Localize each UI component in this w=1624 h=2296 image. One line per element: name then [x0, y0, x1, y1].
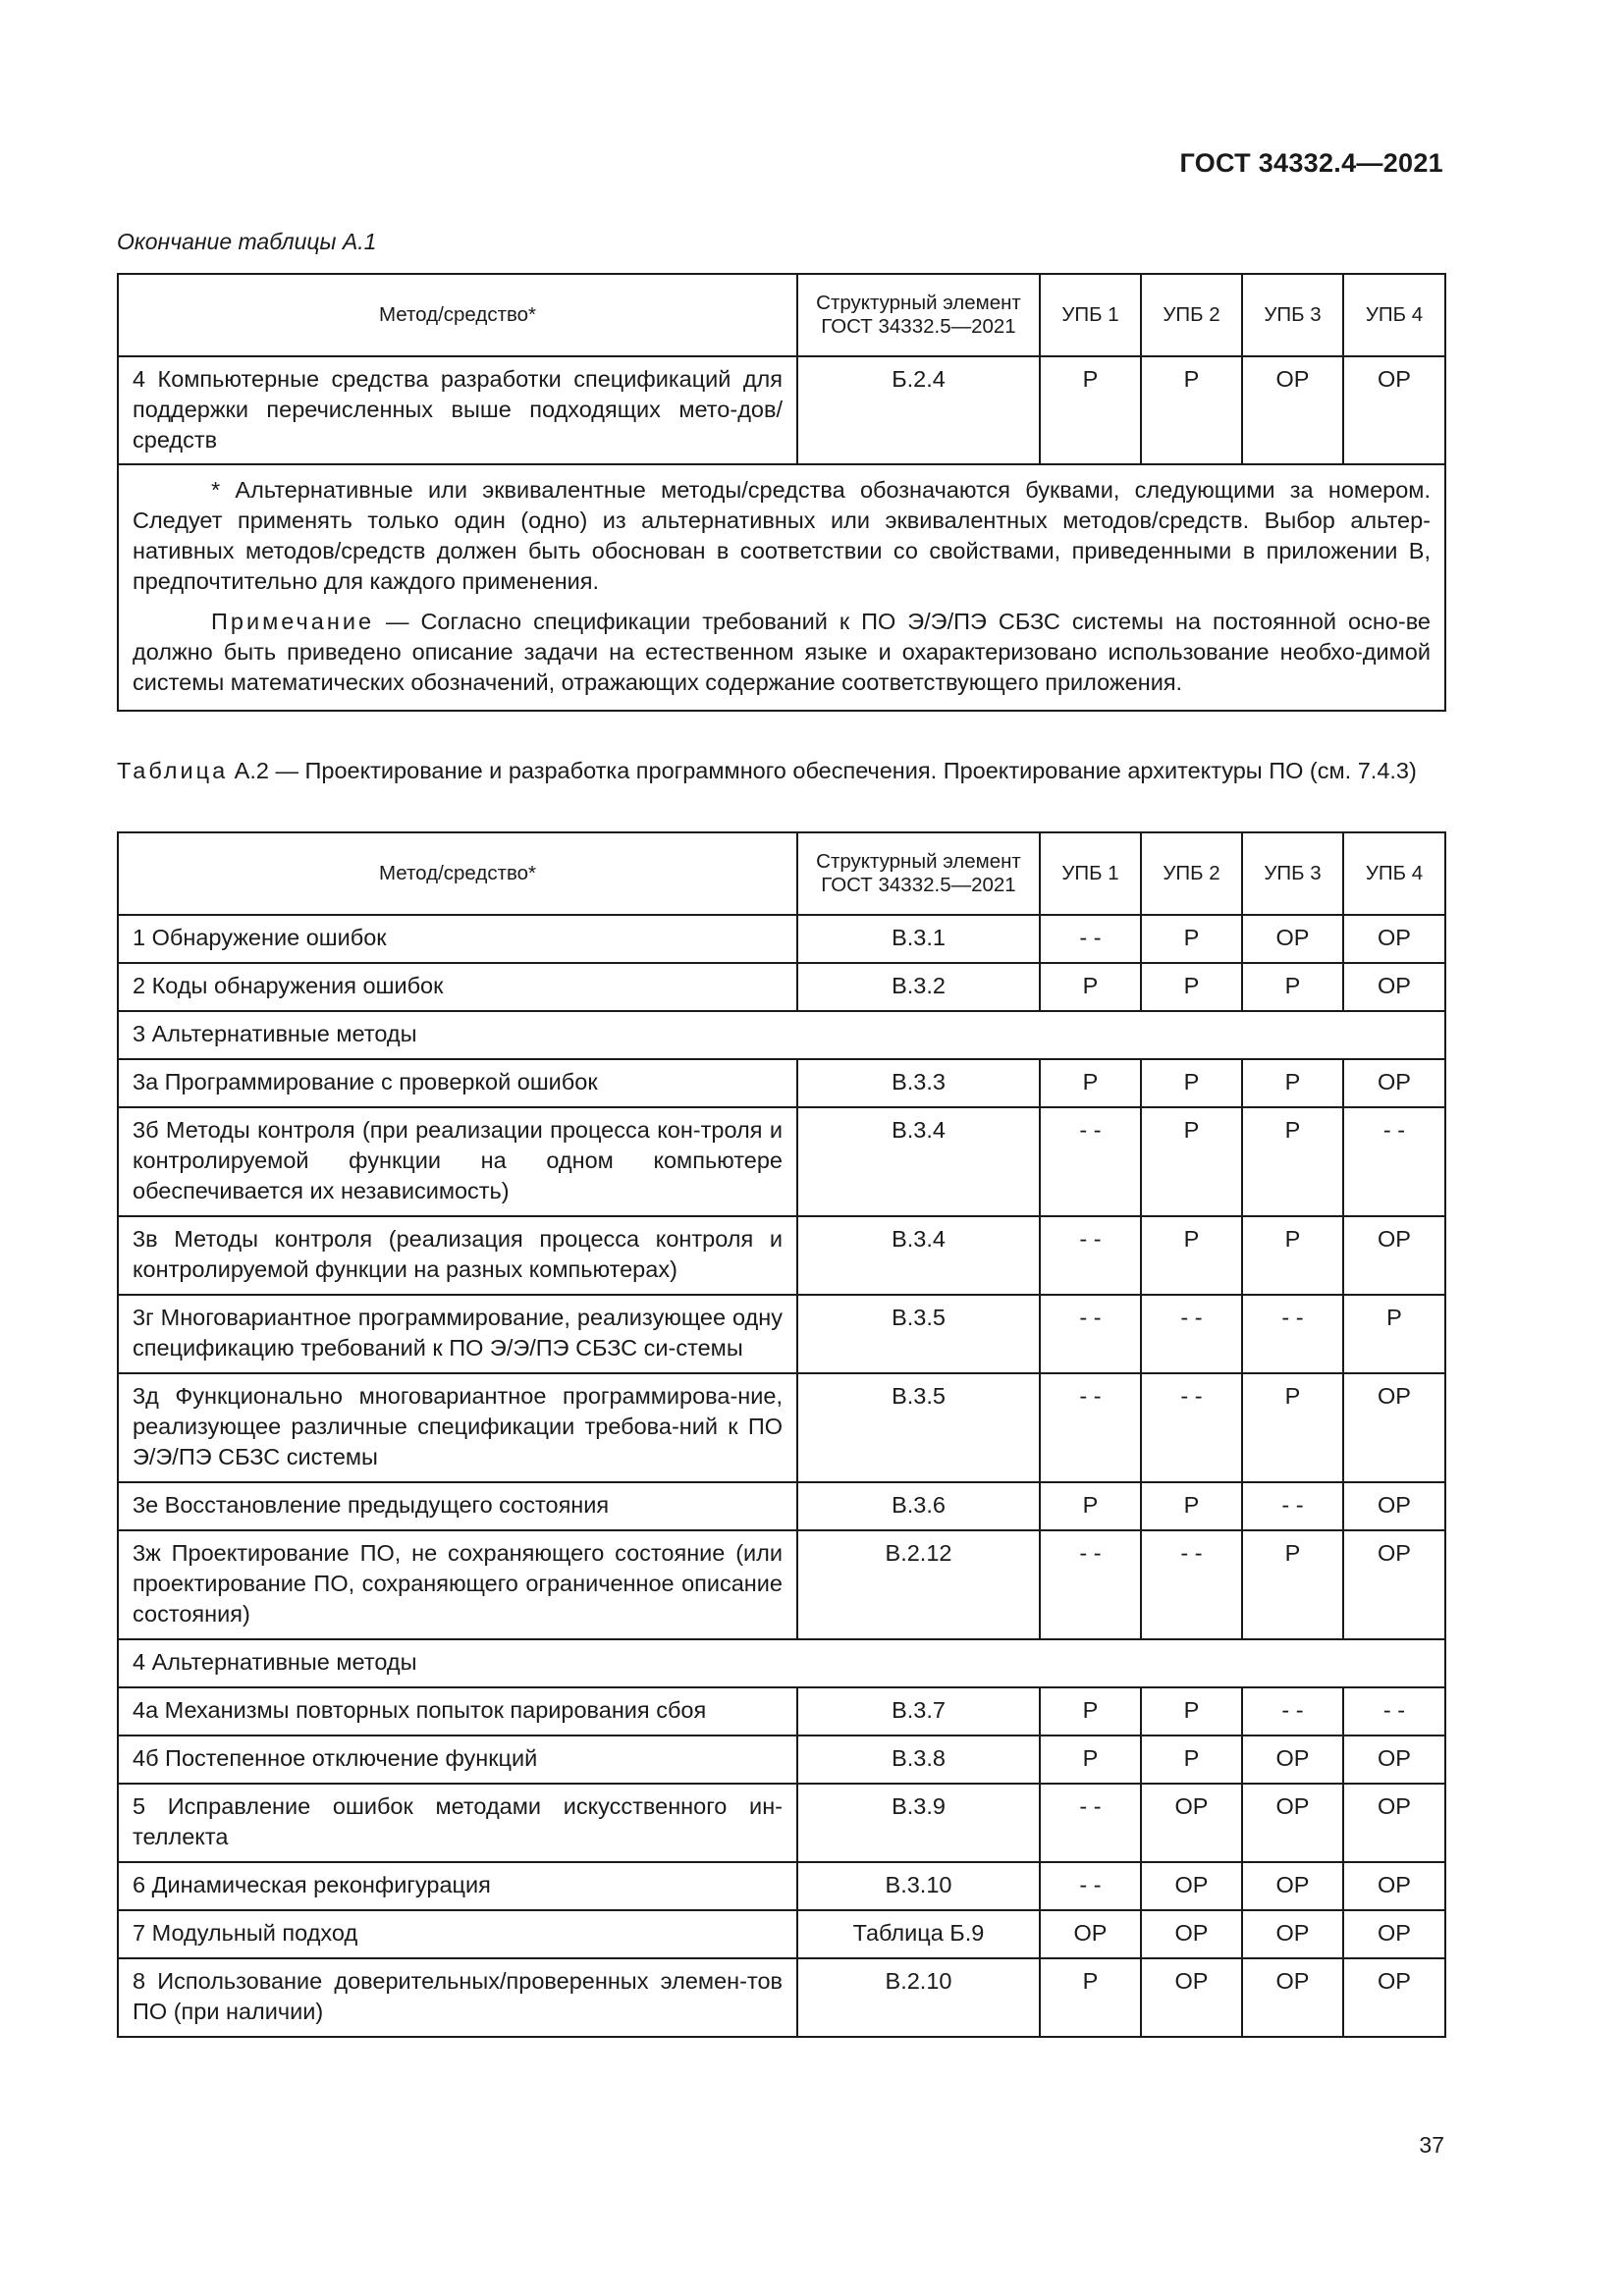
- ref-cell: В.3.8: [797, 1735, 1040, 1784]
- group-title-cell: 3 Альтернативные методы: [118, 1011, 1445, 1059]
- table-a1-continuation-caption: Окончание таблицы А.1: [117, 229, 377, 254]
- method-cell: 2 Коды обнаружения ошибок: [118, 963, 797, 1011]
- ref-cell: В.3.6: [797, 1482, 1040, 1530]
- method-cell: 8 Использование доверительных/проверенных элемен-тов ПО (при наличии): [118, 1958, 797, 2037]
- upb1-cell: Р: [1040, 356, 1141, 464]
- note: [133, 607, 1431, 698]
- upb4-cell: ОР: [1343, 1059, 1445, 1107]
- upb4-cell: ОР: [1343, 1735, 1445, 1784]
- table-row: [118, 1059, 1445, 1107]
- column-header: УПБ 1: [1040, 832, 1141, 915]
- table-row: [118, 1530, 1445, 1639]
- column-header: Структурный элемент ГОСТ 34332.5—2021: [797, 274, 1040, 356]
- ref-cell: В.3.4: [797, 1216, 1040, 1295]
- upb3-cell: - -: [1242, 1687, 1343, 1735]
- table-header-row: [118, 274, 1445, 356]
- method-cell: 4б Постепенное отключение функций: [118, 1735, 797, 1784]
- method-cell: 5 Исправление ошибок методами искусственного ин-теллекта: [118, 1784, 797, 1862]
- ref-cell: Таблица Б.9: [797, 1910, 1040, 1958]
- table-row: [118, 1295, 1445, 1373]
- upb1-cell: Р: [1040, 963, 1141, 1011]
- upb2-cell: - -: [1141, 1295, 1242, 1373]
- upb1-cell: Р: [1040, 1735, 1141, 1784]
- upb1-cell: - -: [1040, 915, 1141, 963]
- upb1-cell: - -: [1040, 1373, 1141, 1482]
- upb2-cell: ОР: [1141, 1958, 1242, 2037]
- upb1-cell: - -: [1040, 1862, 1141, 1910]
- footnote: * Альтернативные или эквивалентные методы/средства обозначаются буквами, следующими за номером. Следует применять только один (одно) из альтернативных или эквивалентных методов/средств. Выбор альтер-нативных методов/средств должен быть обоснован в соответствии со свойствами, приведенными в приложении В, предпочтительно для каждого применения.: [133, 477, 1431, 594]
- upb2-cell: ОР: [1141, 1784, 1242, 1862]
- table-row: [118, 1687, 1445, 1735]
- upb2-cell: - -: [1141, 1373, 1242, 1482]
- upb3-cell: ОР: [1242, 1910, 1343, 1958]
- column-header: УПБ 3: [1242, 832, 1343, 915]
- method-cell: 3в Методы контроля (реализация процесса контроля и контролируемой функции на разных компьютерах): [118, 1216, 797, 1295]
- upb3-cell: Р: [1242, 963, 1343, 1011]
- upb2-cell: Р: [1141, 356, 1242, 464]
- method-cell: 4 Компьютерные средства разработки спецификаций для поддержки перечисленных выше подходящих мето-дов/средств: [118, 356, 797, 464]
- upb1-cell: - -: [1040, 1107, 1141, 1216]
- ref-cell: В.3.5: [797, 1373, 1040, 1482]
- upb1-cell: Р: [1040, 1059, 1141, 1107]
- upb2-cell: Р: [1141, 1059, 1242, 1107]
- upb2-cell: Р: [1141, 1735, 1242, 1784]
- table-a1: [117, 273, 1446, 712]
- table-row: [118, 1958, 1445, 2037]
- upb1-cell: Р: [1040, 1687, 1141, 1735]
- upb4-cell: - -: [1343, 1107, 1445, 1216]
- upb2-cell: Р: [1141, 1687, 1242, 1735]
- page-number: 37: [1419, 2132, 1444, 2158]
- table-row: [118, 1735, 1445, 1784]
- upb4-cell: ОР: [1343, 1958, 1445, 2037]
- table-a2-caption: [117, 756, 1444, 786]
- ref-cell: В.3.10: [797, 1862, 1040, 1910]
- ref-cell: В.3.5: [797, 1295, 1040, 1373]
- upb2-cell: - -: [1141, 1530, 1242, 1639]
- upb1-cell: Р: [1040, 1958, 1141, 2037]
- upb4-cell: ОР: [1343, 963, 1445, 1011]
- ref-cell: Б.2.4: [797, 356, 1040, 464]
- upb3-cell: Р: [1242, 1373, 1343, 1482]
- standard-code: ГОСТ 34332.4—2021: [1179, 148, 1443, 178]
- table-row: [118, 356, 1445, 464]
- method-cell: 3е Восстановление предыдущего состояния: [118, 1482, 797, 1530]
- upb4-cell: ОР: [1343, 1910, 1445, 1958]
- upb3-cell: ОР: [1242, 356, 1343, 464]
- method-cell: 3д Функционально многовариантное программирова-ние, реализующее различные спецификации требова-ний к ПО Э/Э/ПЭ СБЗС системы: [118, 1373, 797, 1482]
- column-header: УПБ 4: [1343, 274, 1445, 356]
- upb2-cell: Р: [1141, 915, 1242, 963]
- method-cell: 3а Программирование с проверкой ошибок: [118, 1059, 797, 1107]
- upb2-cell: Р: [1141, 1216, 1242, 1295]
- upb3-cell: ОР: [1242, 1958, 1343, 2037]
- upb3-cell: - -: [1242, 1295, 1343, 1373]
- table-a2: [117, 831, 1446, 2038]
- column-header: УПБ 2: [1141, 832, 1242, 915]
- method-cell: 1 Обнаружение ошибок: [118, 915, 797, 963]
- note-label: Примечание: [211, 609, 375, 634]
- upb3-cell: ОР: [1242, 1862, 1343, 1910]
- table-group-row: [118, 1011, 1445, 1059]
- upb4-cell: ОР: [1343, 1216, 1445, 1295]
- upb3-cell: ОР: [1242, 915, 1343, 963]
- table-row: [118, 1482, 1445, 1530]
- upb4-cell: ОР: [1343, 356, 1445, 464]
- table-row: [118, 1216, 1445, 1295]
- table-notes: [118, 464, 1445, 711]
- upb2-cell: Р: [1141, 1107, 1242, 1216]
- column-header: УПБ 3: [1242, 274, 1343, 356]
- upb4-cell: ОР: [1343, 1482, 1445, 1530]
- upb1-cell: - -: [1040, 1295, 1141, 1373]
- upb1-cell: ОР: [1040, 1910, 1141, 1958]
- table-row: [118, 915, 1445, 963]
- upb2-cell: ОР: [1141, 1910, 1242, 1958]
- ref-cell: В.2.10: [797, 1958, 1040, 2037]
- table-group-row: [118, 1639, 1445, 1687]
- upb4-cell: ОР: [1343, 915, 1445, 963]
- table-row: [118, 1373, 1445, 1482]
- table-caption-text: А.2 — Проектирование и разработка программного обеспечения. Проектирование архитектуры ПО (см. 7.4.3): [228, 758, 1417, 783]
- upb4-cell: Р: [1343, 1295, 1445, 1373]
- ref-cell: В.3.2: [797, 963, 1040, 1011]
- table-row: [118, 963, 1445, 1011]
- upb3-cell: Р: [1242, 1059, 1343, 1107]
- upb4-cell: ОР: [1343, 1862, 1445, 1910]
- method-cell: 7 Модульный подход: [118, 1910, 797, 1958]
- upb1-cell: - -: [1040, 1216, 1141, 1295]
- method-cell: 3г Многовариантное программирование, реализующее одну спецификацию требований к ПО Э/Э/ПЭ СБЗС си-стемы: [118, 1295, 797, 1373]
- method-cell: 6 Динамическая реконфигурация: [118, 1862, 797, 1910]
- upb1-cell: Р: [1040, 1482, 1141, 1530]
- upb4-cell: ОР: [1343, 1784, 1445, 1862]
- upb3-cell: Р: [1242, 1107, 1343, 1216]
- table-row: [118, 1910, 1445, 1958]
- ref-cell: В.3.4: [797, 1107, 1040, 1216]
- column-header: УПБ 2: [1141, 274, 1242, 356]
- method-cell: 3ж Проектирование ПО, не сохраняющего состояние (или проектирование ПО, сохраняющего ограниченное описание состояния): [118, 1530, 797, 1639]
- upb2-cell: Р: [1141, 963, 1242, 1011]
- group-title-cell: 4 Альтернативные методы: [118, 1639, 1445, 1687]
- upb3-cell: ОР: [1242, 1735, 1343, 1784]
- upb1-cell: - -: [1040, 1784, 1141, 1862]
- ref-cell: В.2.12: [797, 1530, 1040, 1639]
- upb2-cell: ОР: [1141, 1862, 1242, 1910]
- column-header: Структурный элемент ГОСТ 34332.5—2021: [797, 832, 1040, 915]
- table-row: [118, 1784, 1445, 1862]
- table-row: [118, 1107, 1445, 1216]
- upb3-cell: - -: [1242, 1482, 1343, 1530]
- column-header: Метод/средство*: [118, 274, 797, 356]
- table-row: [118, 1862, 1445, 1910]
- upb3-cell: Р: [1242, 1530, 1343, 1639]
- method-cell: 3б Методы контроля (при реализации процесса кон-троля и контролируемой функции на одном компьютере обеспечивается их независимость): [118, 1107, 797, 1216]
- ref-cell: В.3.7: [797, 1687, 1040, 1735]
- ref-cell: В.3.3: [797, 1059, 1040, 1107]
- ref-cell: В.3.1: [797, 915, 1040, 963]
- method-cell: 4а Механизмы повторных попыток парирования сбоя: [118, 1687, 797, 1735]
- upb4-cell: ОР: [1343, 1530, 1445, 1639]
- upb3-cell: Р: [1242, 1216, 1343, 1295]
- upb4-cell: ОР: [1343, 1373, 1445, 1482]
- column-header: УПБ 4: [1343, 832, 1445, 915]
- upb1-cell: - -: [1040, 1530, 1141, 1639]
- note-text: — Согласно спецификации требований к ПО Э/Э/ПЭ СБЗС системы на постоянной осно-ве должно быть приведено описание задачи на естественном языке и охарактеризовано использование необхо-димой системы математических обозначений, отражающих содержание соответствующего приложения.: [133, 609, 1431, 695]
- column-header: УПБ 1: [1040, 274, 1141, 356]
- column-header: Метод/средство*: [118, 832, 797, 915]
- table-caption-label: Таблица: [117, 758, 229, 783]
- table-notes-row: [118, 464, 1445, 711]
- table-header-row: [118, 832, 1445, 915]
- ref-cell: В.3.9: [797, 1784, 1040, 1862]
- upb2-cell: Р: [1141, 1482, 1242, 1530]
- upb3-cell: ОР: [1242, 1784, 1343, 1862]
- upb4-cell: - -: [1343, 1687, 1445, 1735]
